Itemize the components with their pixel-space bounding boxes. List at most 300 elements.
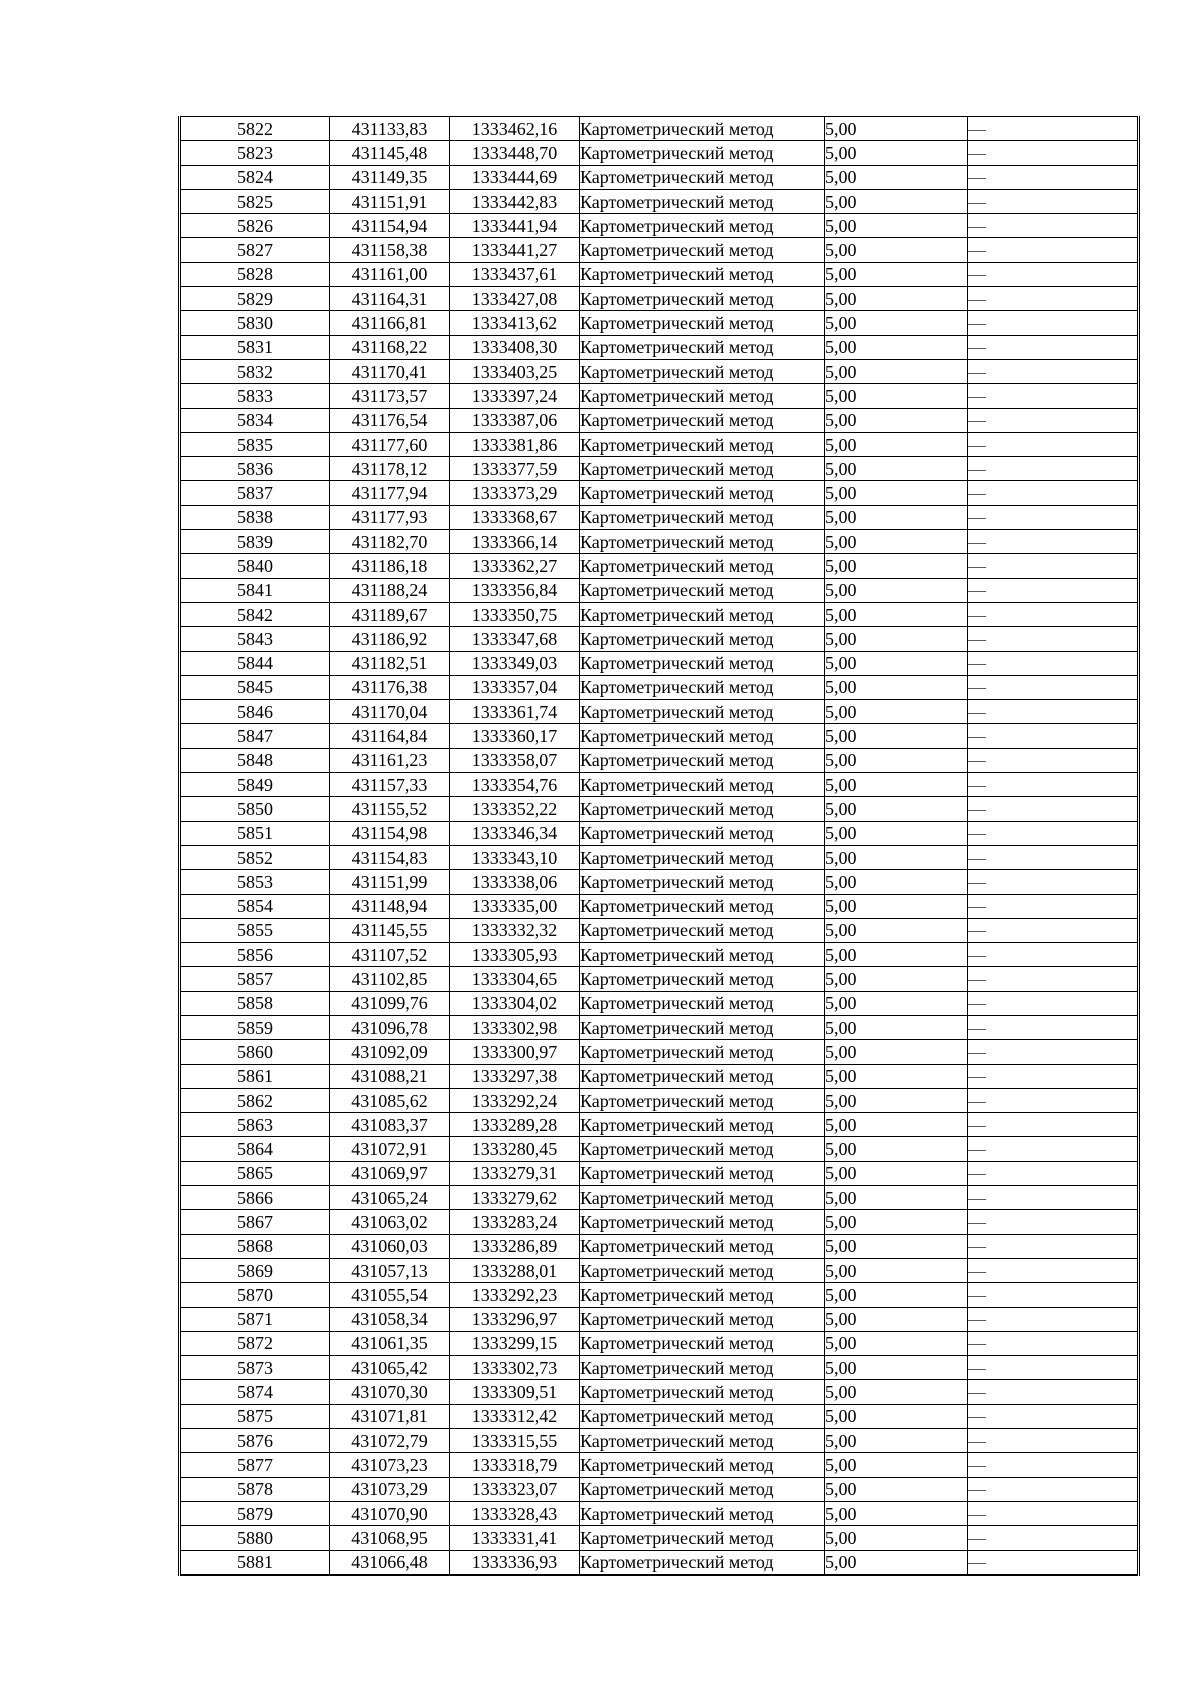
accuracy-cell: 5,00 [825,1161,968,1185]
table-row [180,1234,1139,1258]
x-coordinate-cell: 431166,81 [330,311,450,335]
method-cell: Картометрический метод [580,408,825,432]
point-number-cell: 5839 [180,530,330,554]
y-coordinate-cell: 1333304,65 [450,967,580,991]
x-coordinate-cell: 431154,98 [330,821,450,845]
x-coordinate-cell: 431157,33 [330,773,450,797]
x-coordinate-cell: 431072,79 [330,1429,450,1453]
x-coordinate-cell: 431065,24 [330,1186,450,1210]
x-coordinate-cell: 431177,93 [330,505,450,529]
note-cell: — [968,1137,1139,1161]
note-cell: — [968,675,1139,699]
note-cell: — [968,359,1139,383]
method-cell: Картометрический метод [580,1283,825,1307]
method-cell: Картометрический метод [580,1429,825,1453]
x-coordinate-cell: 431176,54 [330,408,450,432]
note-cell: — [968,1040,1139,1064]
accuracy-cell: 5,00 [825,1186,968,1210]
note-cell: — [968,1331,1139,1355]
method-cell: Картометрический метод [580,287,825,311]
accuracy-cell: 5,00 [825,214,968,238]
table-row [180,773,1139,797]
method-cell: Картометрический метод [580,141,825,165]
table-row [180,1453,1139,1477]
point-number-cell: 5849 [180,773,330,797]
note-cell: — [968,214,1139,238]
point-number-cell: 5846 [180,700,330,724]
point-number-cell: 5865 [180,1161,330,1185]
y-coordinate-cell: 1333331,41 [450,1526,580,1550]
accuracy-cell: 5,00 [825,530,968,554]
table-row [180,1258,1139,1282]
note-cell: — [968,238,1139,262]
y-coordinate-cell: 1333302,98 [450,1015,580,1039]
accuracy-cell: 5,00 [825,845,968,869]
table-row [180,384,1139,408]
note-cell: — [968,1064,1139,1088]
table-row [180,943,1139,967]
note-cell: — [968,1477,1139,1501]
point-number-cell: 5854 [180,894,330,918]
note-cell: — [968,1526,1139,1550]
table-row [180,797,1139,821]
accuracy-cell: 5,00 [825,554,968,578]
y-coordinate-cell: 1333403,25 [450,359,580,383]
note-cell: — [968,481,1139,505]
table-row [180,1404,1139,1428]
point-number-cell: 5870 [180,1283,330,1307]
table-row [180,1210,1139,1234]
method-cell: Картометрический метод [580,262,825,286]
y-coordinate-cell: 1333292,23 [450,1283,580,1307]
y-coordinate-cell: 1333302,73 [450,1356,580,1380]
point-number-cell: 5868 [180,1234,330,1258]
note-cell: — [968,1307,1139,1331]
accuracy-cell: 5,00 [825,1501,968,1525]
x-coordinate-cell: 431061,35 [330,1331,450,1355]
accuracy-cell: 5,00 [825,505,968,529]
accuracy-cell: 5,00 [825,1210,968,1234]
point-number-cell: 5848 [180,748,330,772]
note-cell: — [968,991,1139,1015]
method-cell: Картометрический метод [580,359,825,383]
point-number-cell: 5845 [180,675,330,699]
method-cell: Картометрический метод [580,481,825,505]
y-coordinate-cell: 1333315,55 [450,1429,580,1453]
point-number-cell: 5844 [180,651,330,675]
x-coordinate-cell: 431145,55 [330,918,450,942]
note-cell: — [968,1429,1139,1453]
point-number-cell: 5831 [180,335,330,359]
point-number-cell: 5836 [180,457,330,481]
point-number-cell: 5874 [180,1380,330,1404]
accuracy-cell: 5,00 [825,1258,968,1282]
table-row [180,311,1139,335]
table-row [180,1137,1139,1161]
y-coordinate-cell: 1333441,94 [450,214,580,238]
y-coordinate-cell: 1333297,38 [450,1064,580,1088]
table-row [180,165,1139,189]
accuracy-cell: 5,00 [825,1429,968,1453]
y-coordinate-cell: 1333377,59 [450,457,580,481]
point-number-cell: 5881 [180,1550,330,1575]
x-coordinate-cell: 431071,81 [330,1404,450,1428]
point-number-cell: 5880 [180,1526,330,1550]
accuracy-cell: 5,00 [825,1113,968,1137]
point-number-cell: 5841 [180,578,330,602]
table-row [180,1186,1139,1210]
note-cell: — [968,189,1139,213]
point-number-cell: 5863 [180,1113,330,1137]
point-number-cell: 5837 [180,481,330,505]
y-coordinate-cell: 1333366,14 [450,530,580,554]
x-coordinate-cell: 431155,52 [330,797,450,821]
y-coordinate-cell: 1333336,93 [450,1550,580,1575]
y-coordinate-cell: 1333332,32 [450,918,580,942]
method-cell: Картометрический метод [580,1210,825,1234]
y-coordinate-cell: 1333279,31 [450,1161,580,1185]
table-row [180,894,1139,918]
x-coordinate-cell: 431164,31 [330,287,450,311]
x-coordinate-cell: 431069,97 [330,1161,450,1185]
note-cell: — [968,627,1139,651]
method-cell: Картометрический метод [580,991,825,1015]
table-row [180,1356,1139,1380]
note-cell: — [968,602,1139,626]
method-cell: Картометрический метод [580,1477,825,1501]
table-row [180,408,1139,432]
y-coordinate-cell: 1333288,01 [450,1258,580,1282]
method-cell: Картометрический метод [580,1161,825,1185]
table-row [180,481,1139,505]
point-number-cell: 5857 [180,967,330,991]
y-coordinate-cell: 1333292,24 [450,1088,580,1112]
point-number-cell: 5824 [180,165,330,189]
accuracy-cell: 5,00 [825,408,968,432]
method-cell: Картометрический метод [580,1064,825,1088]
method-cell: Картометрический метод [580,1258,825,1282]
y-coordinate-cell: 1333437,61 [450,262,580,286]
accuracy-cell: 5,00 [825,894,968,918]
method-cell: Картометрический метод [580,457,825,481]
point-number-cell: 5862 [180,1088,330,1112]
method-cell: Картометрический метод [580,117,825,141]
method-cell: Картометрический метод [580,189,825,213]
x-coordinate-cell: 431058,34 [330,1307,450,1331]
point-number-cell: 5826 [180,214,330,238]
y-coordinate-cell: 1333387,06 [450,408,580,432]
note-cell: — [968,821,1139,845]
point-number-cell: 5860 [180,1040,330,1064]
table-row [180,554,1139,578]
x-coordinate-cell: 431170,41 [330,359,450,383]
accuracy-cell: 5,00 [825,675,968,699]
table-row [180,1477,1139,1501]
note-cell: — [968,287,1139,311]
x-coordinate-cell: 431088,21 [330,1064,450,1088]
x-coordinate-cell: 431060,03 [330,1234,450,1258]
table-row [180,700,1139,724]
table-row [180,238,1139,262]
note-cell: — [968,870,1139,894]
point-number-cell: 5822 [180,117,330,141]
y-coordinate-cell: 1333362,27 [450,554,580,578]
table-row [180,141,1139,165]
accuracy-cell: 5,00 [825,359,968,383]
point-number-cell: 5832 [180,359,330,383]
method-cell: Картометрический метод [580,700,825,724]
note-cell: — [968,578,1139,602]
method-cell: Картометрический метод [580,1501,825,1525]
note-cell: — [968,773,1139,797]
note-cell: — [968,165,1139,189]
x-coordinate-cell: 431164,84 [330,724,450,748]
table-row [180,845,1139,869]
note-cell: — [968,797,1139,821]
accuracy-cell: 5,00 [825,773,968,797]
note-cell: — [968,141,1139,165]
note-cell: — [968,1453,1139,1477]
accuracy-cell: 5,00 [825,1380,968,1404]
note-cell: — [968,408,1139,432]
point-number-cell: 5871 [180,1307,330,1331]
x-coordinate-cell: 431063,02 [330,1210,450,1234]
y-coordinate-cell: 1333373,29 [450,481,580,505]
point-number-cell: 5847 [180,724,330,748]
y-coordinate-cell: 1333312,42 [450,1404,580,1428]
x-coordinate-cell: 431177,60 [330,432,450,456]
method-cell: Картометрический метод [580,894,825,918]
x-coordinate-cell: 431178,12 [330,457,450,481]
table-row [180,335,1139,359]
accuracy-cell: 5,00 [825,287,968,311]
method-cell: Картометрический метод [580,214,825,238]
y-coordinate-cell: 1333368,67 [450,505,580,529]
accuracy-cell: 5,00 [825,1477,968,1501]
x-coordinate-cell: 431068,95 [330,1526,450,1550]
x-coordinate-cell: 431107,52 [330,943,450,967]
table-row [180,1040,1139,1064]
y-coordinate-cell: 1333349,03 [450,651,580,675]
method-cell: Картометрический метод [580,1015,825,1039]
point-number-cell: 5867 [180,1210,330,1234]
point-number-cell: 5866 [180,1186,330,1210]
x-coordinate-cell: 431177,94 [330,481,450,505]
y-coordinate-cell: 1333357,04 [450,675,580,699]
x-coordinate-cell: 431189,67 [330,602,450,626]
accuracy-cell: 5,00 [825,1283,968,1307]
x-coordinate-cell: 431066,48 [330,1550,450,1575]
table-row [180,1550,1139,1575]
accuracy-cell: 5,00 [825,700,968,724]
y-coordinate-cell: 1333397,24 [450,384,580,408]
table-row [180,359,1139,383]
note-cell: — [968,505,1139,529]
x-coordinate-cell: 431148,94 [330,894,450,918]
table-row [180,1526,1139,1550]
method-cell: Картометрический метод [580,724,825,748]
y-coordinate-cell: 1333289,28 [450,1113,580,1137]
note-cell: — [968,1380,1139,1404]
x-coordinate-cell: 431188,24 [330,578,450,602]
table-row [180,724,1139,748]
method-cell: Картометрический метод [580,627,825,651]
table-row [180,967,1139,991]
y-coordinate-cell: 1333408,30 [450,335,580,359]
method-cell: Картометрический метод [580,554,825,578]
table-row [180,1161,1139,1185]
accuracy-cell: 5,00 [825,432,968,456]
y-coordinate-cell: 1333444,69 [450,165,580,189]
x-coordinate-cell: 431154,94 [330,214,450,238]
method-cell: Картометрический метод [580,602,825,626]
x-coordinate-cell: 431161,23 [330,748,450,772]
coordinates-table-body [180,117,1139,1575]
table-row [180,1015,1139,1039]
method-cell: Картометрический метод [580,432,825,456]
note-cell: — [968,700,1139,724]
note-cell: — [968,967,1139,991]
x-coordinate-cell: 431154,83 [330,845,450,869]
accuracy-cell: 5,00 [825,1064,968,1088]
table-row [180,1331,1139,1355]
y-coordinate-cell: 1333442,83 [450,189,580,213]
accuracy-cell: 5,00 [825,141,968,165]
x-coordinate-cell: 431057,13 [330,1258,450,1282]
note-cell: — [968,1501,1139,1525]
accuracy-cell: 5,00 [825,1331,968,1355]
method-cell: Картометрический метод [580,311,825,335]
note-cell: — [968,894,1139,918]
x-coordinate-cell: 431083,37 [330,1113,450,1137]
y-coordinate-cell: 1333356,84 [450,578,580,602]
x-coordinate-cell: 431170,04 [330,700,450,724]
method-cell: Картометрический метод [580,821,825,845]
x-coordinate-cell: 431096,78 [330,1015,450,1039]
y-coordinate-cell: 1333318,79 [450,1453,580,1477]
note-cell: — [968,432,1139,456]
accuracy-cell: 5,00 [825,1137,968,1161]
accuracy-cell: 5,00 [825,870,968,894]
method-cell: Картометрический метод [580,578,825,602]
table-row [180,432,1139,456]
accuracy-cell: 5,00 [825,1453,968,1477]
y-coordinate-cell: 1333335,00 [450,894,580,918]
accuracy-cell: 5,00 [825,1088,968,1112]
table-row [180,1064,1139,1088]
accuracy-cell: 5,00 [825,821,968,845]
note-cell: — [968,1088,1139,1112]
coordinates-table [178,116,1140,1576]
x-coordinate-cell: 431161,00 [330,262,450,286]
accuracy-cell: 5,00 [825,262,968,286]
table-row [180,287,1139,311]
method-cell: Картометрический метод [580,748,825,772]
method-cell: Картометрический метод [580,1404,825,1428]
point-number-cell: 5873 [180,1356,330,1380]
accuracy-cell: 5,00 [825,189,968,213]
note-cell: — [968,384,1139,408]
y-coordinate-cell: 1333427,08 [450,287,580,311]
x-coordinate-cell: 431186,18 [330,554,450,578]
x-coordinate-cell: 431149,35 [330,165,450,189]
point-number-cell: 5855 [180,918,330,942]
y-coordinate-cell: 1333448,70 [450,141,580,165]
x-coordinate-cell: 431065,42 [330,1356,450,1380]
note-cell: — [968,262,1139,286]
point-number-cell: 5834 [180,408,330,432]
accuracy-cell: 5,00 [825,1234,968,1258]
point-number-cell: 5858 [180,991,330,1015]
note-cell: — [968,1356,1139,1380]
y-coordinate-cell: 1333279,62 [450,1186,580,1210]
point-number-cell: 5829 [180,287,330,311]
method-cell: Картометрический метод [580,1186,825,1210]
method-cell: Картометрический метод [580,1453,825,1477]
accuracy-cell: 5,00 [825,335,968,359]
accuracy-cell: 5,00 [825,797,968,821]
method-cell: Картометрический метод [580,1526,825,1550]
table-row [180,1307,1139,1331]
point-number-cell: 5869 [180,1258,330,1282]
point-number-cell: 5823 [180,141,330,165]
point-number-cell: 5843 [180,627,330,651]
method-cell: Картометрический метод [580,1380,825,1404]
table-row [180,1283,1139,1307]
table-row [180,627,1139,651]
method-cell: Картометрический метод [580,384,825,408]
x-coordinate-cell: 431092,09 [330,1040,450,1064]
method-cell: Картометрический метод [580,675,825,699]
y-coordinate-cell: 1333323,07 [450,1477,580,1501]
accuracy-cell: 5,00 [825,991,968,1015]
point-number-cell: 5877 [180,1453,330,1477]
method-cell: Картометрический метод [580,918,825,942]
accuracy-cell: 5,00 [825,1550,968,1575]
point-number-cell: 5872 [180,1331,330,1355]
note-cell: — [968,554,1139,578]
y-coordinate-cell: 1333352,22 [450,797,580,821]
x-coordinate-cell: 431072,91 [330,1137,450,1161]
method-cell: Картометрический метод [580,1113,825,1137]
accuracy-cell: 5,00 [825,117,968,141]
y-coordinate-cell: 1333305,93 [450,943,580,967]
accuracy-cell: 5,00 [825,602,968,626]
x-coordinate-cell: 431070,30 [330,1380,450,1404]
table-row [180,651,1139,675]
y-coordinate-cell: 1333347,68 [450,627,580,651]
note-cell: — [968,748,1139,772]
y-coordinate-cell: 1333338,06 [450,870,580,894]
y-coordinate-cell: 1333296,97 [450,1307,580,1331]
method-cell: Картометрический метод [580,651,825,675]
point-number-cell: 5876 [180,1429,330,1453]
table-row [180,1501,1139,1525]
method-cell: Картометрический метод [580,1307,825,1331]
table-row [180,214,1139,238]
table-row [180,991,1139,1015]
point-number-cell: 5830 [180,311,330,335]
accuracy-cell: 5,00 [825,1307,968,1331]
point-number-cell: 5879 [180,1501,330,1525]
method-cell: Картометрический метод [580,505,825,529]
note-cell: — [968,845,1139,869]
accuracy-cell: 5,00 [825,238,968,262]
method-cell: Картометрический метод [580,530,825,554]
table-row [180,1113,1139,1137]
y-coordinate-cell: 1333413,62 [450,311,580,335]
note-cell: — [968,1283,1139,1307]
